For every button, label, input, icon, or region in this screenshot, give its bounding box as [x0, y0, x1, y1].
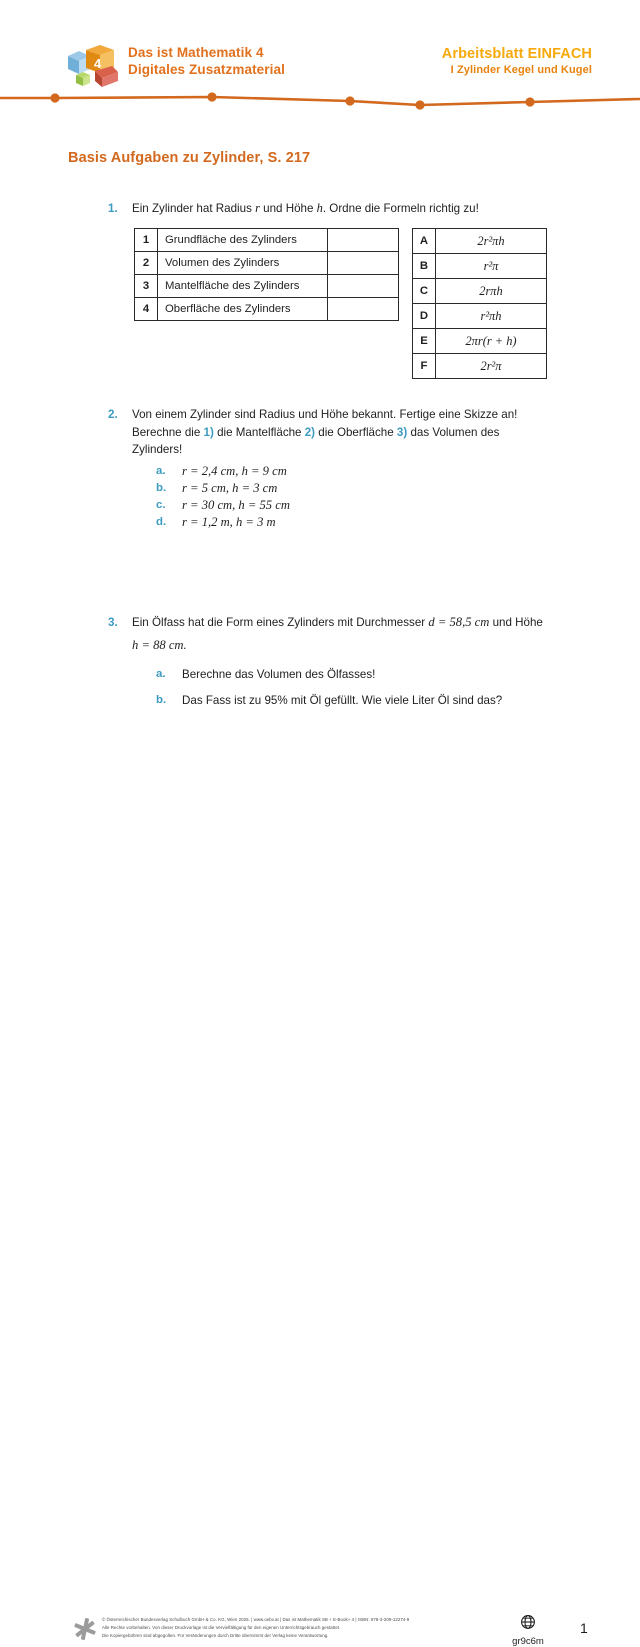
table-row — [135, 298, 399, 321]
list-item-value: r = 2,4 cm, h = 9 cm — [182, 463, 287, 478]
task-2-text — [132, 406, 578, 531]
list-item-text: Das Fass ist zu 95% mit Öl gefüllt. Wie viele Liter Öl sind das? — [182, 694, 503, 707]
list-item — [156, 514, 578, 531]
task-1 — [108, 200, 578, 218]
row-label: Volumen des Zylinders — [158, 252, 328, 275]
task-1-right-table-body — [413, 229, 547, 379]
row-label: Oberfläche des Zylinders — [158, 298, 328, 321]
list-item — [156, 692, 588, 709]
page-title: Basis Aufgaben zu Zylinder, S. 217 — [68, 150, 311, 166]
task-2-line2-c: die Oberfläche — [315, 425, 397, 439]
copyright-line-2: Alle Rechte vorbehalten. Von dieser Druckvorlage ist die Vervielfältigung für den eigenen Unterrichtsgebrauch gestattet. — [102, 1624, 341, 1630]
task-2-number: 2. — [108, 408, 118, 421]
brand-title — [128, 44, 285, 78]
list-item-label: a. — [156, 668, 166, 680]
copyright-line-1: © Österreichischer Bundesverlag Schulbuch GmbH & Co. KG, Wien 2025. | www.oebv.at | Das ist Mathematik SB + E-Book+ 4 | ISBN: 978-3-209-12274-9 — [102, 1617, 410, 1622]
sheet-title-block — [442, 45, 592, 78]
task-1-number: 1. — [108, 202, 118, 215]
table-row — [413, 304, 547, 329]
task-3-height: h = 88 cm. — [132, 637, 187, 652]
sheet-subtitle: I Zylinder Kegel und Kugel — [450, 64, 592, 76]
formula-key: E — [413, 329, 436, 354]
task-2-line2-b: die Mantelfläche — [213, 425, 305, 439]
task-2-line3: Zylinders! — [132, 443, 183, 456]
formula-key: B — [413, 254, 436, 279]
list-item-label: b. — [156, 694, 167, 706]
task-1-var-h: h — [316, 201, 323, 215]
row-key: 2 — [135, 252, 158, 275]
svg-text:4: 4 — [94, 56, 102, 71]
list-item-value: r = 30 cm, h = 55 cm — [182, 497, 290, 512]
sheet-title: Arbeitsblatt EINFACH — [441, 46, 592, 62]
task-1-right-table — [412, 228, 547, 379]
list-item — [156, 463, 578, 480]
task-1-text-c: . Ordne die Formeln richtig zu! — [322, 202, 479, 215]
row-key: 1 — [135, 229, 158, 252]
page-number: 1 — [580, 1620, 588, 1636]
task-1-left-table — [134, 228, 399, 321]
task-3-line1-a: Ein Ölfass hat die Form eines Zylinders mit Durchmesser — [132, 616, 429, 629]
globe-code-block — [498, 1614, 558, 1647]
row-answer-box[interactable] — [328, 275, 399, 298]
list-item-value: r = 5 cm, h = 3 cm — [182, 480, 278, 495]
formula-value: 2rπh — [436, 279, 547, 304]
page-header — [0, 0, 640, 112]
formula-key: D — [413, 304, 436, 329]
row-label: Mantelfläche des Zylinders — [158, 275, 328, 298]
task-2-step-1: 1) — [203, 425, 214, 439]
task-2 — [108, 406, 578, 531]
list-item-text: Berechne das Volumen des Ölfasses! — [182, 668, 376, 681]
task-2-line2-a: Berechne die — [132, 425, 204, 439]
globe-icon — [520, 1614, 536, 1630]
task-1-text-b: und Höhe — [259, 202, 317, 215]
table-row — [413, 254, 547, 279]
decorative-divider — [0, 80, 640, 112]
formula-key: A — [413, 229, 436, 254]
list-item — [156, 497, 578, 514]
brand-title-line1: Das ist Mathematik 4 — [128, 45, 264, 60]
material-code: gr9c6m — [512, 1636, 544, 1647]
task-3-line2-wrap — [132, 637, 588, 655]
list-item-label: d. — [156, 515, 167, 528]
task-2-line2-d: das Volumen des — [407, 425, 500, 439]
brand-title-line2: Digitales Zusatzmaterial — [128, 62, 285, 77]
table-row — [135, 229, 399, 252]
task-3 — [108, 614, 588, 709]
copyright-line-3: Die Kopiergebühren sind abgegolten. Für Veränderungen durch Dritte übernimmt der Verlag keine Verantwortung. — [102, 1632, 329, 1638]
task-2-sublist — [156, 463, 578, 531]
task-1-var-r: r — [255, 201, 260, 215]
table-row — [413, 279, 547, 304]
table-row — [413, 354, 547, 379]
task-2-line1: Von einem Zylinder sind Radius und Höhe bekannt. Fertige eine Skizze an! — [132, 408, 518, 421]
copyright-text — [102, 1616, 492, 1639]
row-answer-box[interactable] — [328, 298, 399, 321]
task-3-number: 3. — [108, 616, 118, 629]
task-3-text — [132, 614, 588, 709]
formula-value: r²πh — [436, 304, 547, 329]
task-2-line2 — [132, 424, 578, 442]
task-3-sublist — [156, 666, 588, 709]
table-row — [135, 252, 399, 275]
page-footer — [0, 800, 640, 1647]
row-key: 4 — [135, 298, 158, 321]
row-answer-box[interactable] — [328, 229, 399, 252]
list-item — [156, 480, 578, 497]
formula-key: C — [413, 279, 436, 304]
formula-value: r²π — [436, 254, 547, 279]
list-item-label: a. — [156, 464, 166, 477]
row-label: Grundfläche des Zylinders — [158, 229, 328, 252]
list-item-label: c. — [156, 498, 166, 511]
table-row — [413, 329, 547, 354]
list-item-value: r = 1,2 m, h = 3 m — [182, 514, 276, 529]
formula-value: 2πr(r + h) — [436, 329, 547, 354]
task-1-left-table-body — [135, 229, 399, 321]
table-row — [135, 275, 399, 298]
row-answer-box[interactable] — [328, 252, 399, 275]
task-3-line1 — [132, 614, 588, 632]
task-1-text-a: Ein Zylinder hat Radius — [132, 202, 256, 215]
list-item — [156, 666, 588, 683]
list-item-label: b. — [156, 481, 167, 494]
task-3-diameter: d = 58,5 cm — [428, 615, 490, 629]
task-2-step-2: 2) — [304, 425, 316, 439]
task-1-text — [132, 200, 578, 218]
formula-value: 2r²π — [436, 354, 547, 379]
formula-key: F — [413, 354, 436, 379]
formula-value: 2r²πh — [436, 229, 547, 254]
asterisk-mark-icon — [72, 1616, 98, 1642]
task-2-step-3: 3) — [396, 425, 408, 439]
task-3-line1-b: und Höhe — [489, 616, 543, 629]
table-row — [413, 229, 547, 254]
row-key: 3 — [135, 275, 158, 298]
